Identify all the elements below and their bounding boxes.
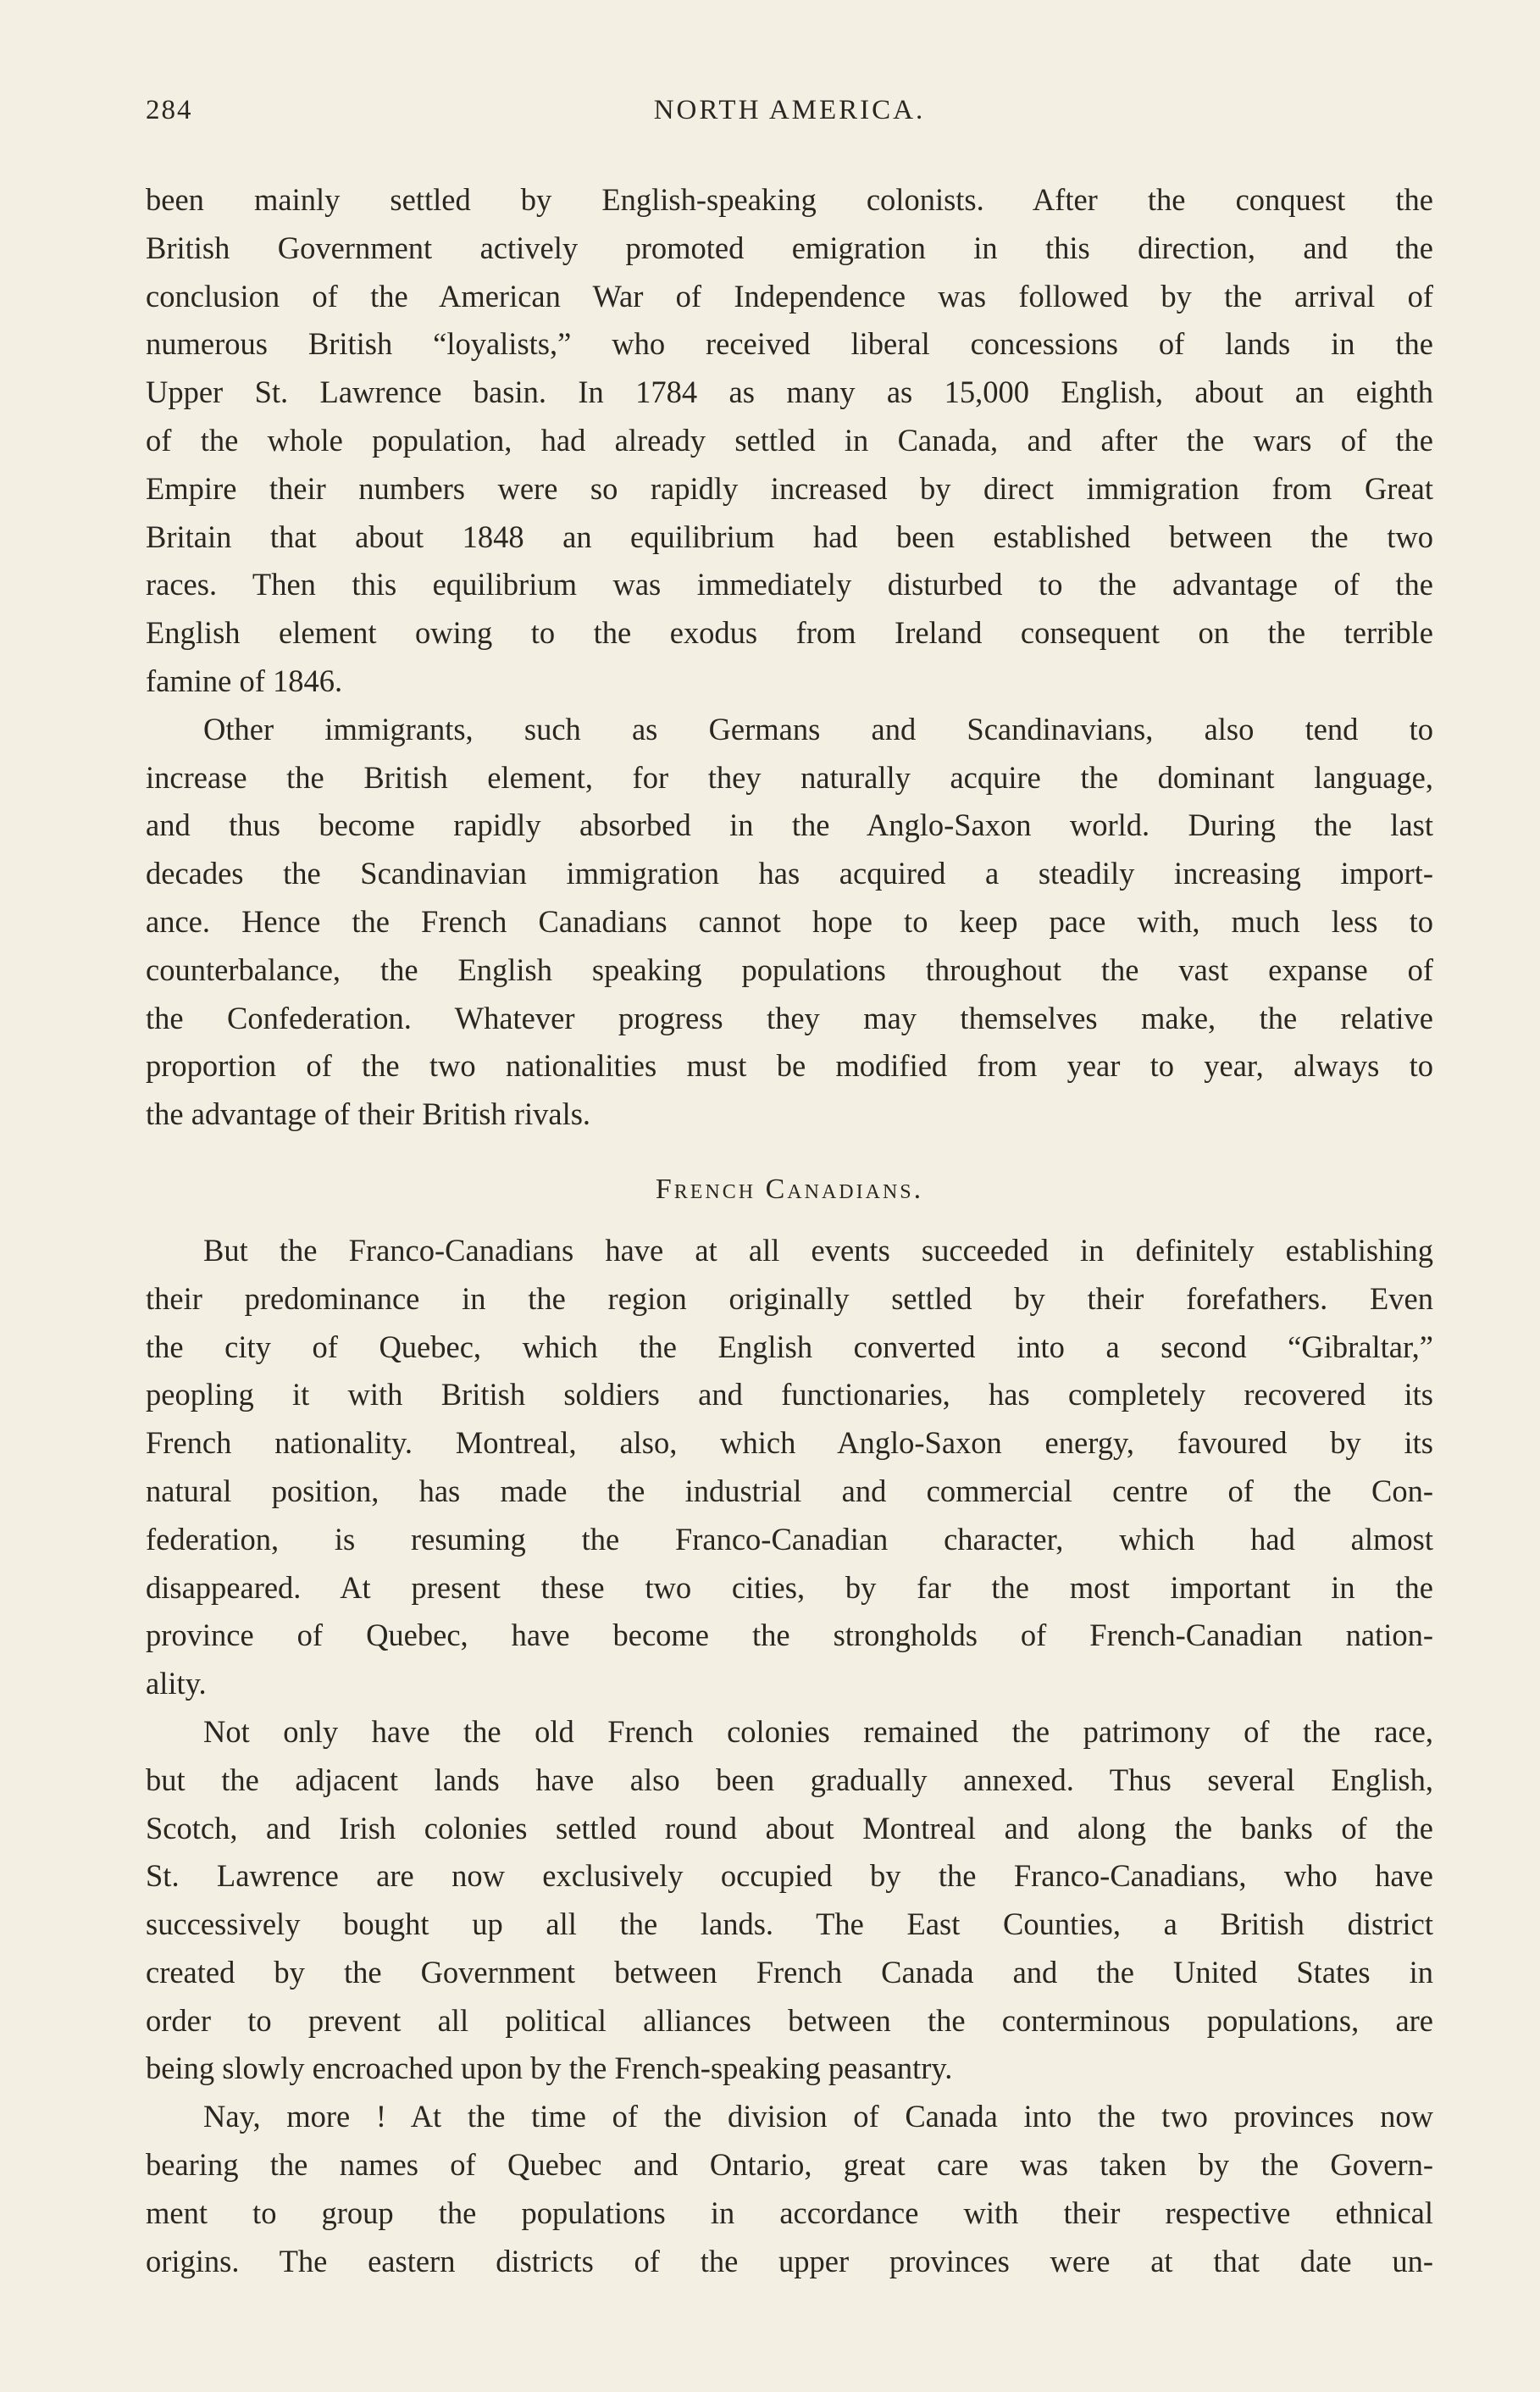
paragraph: [146, 1708, 1433, 2093]
text-line: Upper St. Lawrence basin. In 1784 as many as 15,000 English, about an eighth: [146, 375, 1433, 410]
text-line: increase the British element, for they naturally acquire the dominant language,: [146, 759, 1433, 795]
paragraph: [146, 1227, 1433, 1708]
text-line: Not only have the old French colonies remained the patrimony of the race,: [203, 1713, 1433, 1749]
text-line: been mainly settled by English-speaking colonists. After the conquest the: [146, 182, 1433, 217]
text-line: numerous British “loyalists,” who received liberal concessions of lands in the: [146, 326, 1433, 362]
text-line: Nay, more ! At the time of the division of Canada into the two provinces now: [203, 2099, 1433, 2134]
text-line: decades the Scandinavian immigration has acquired a steadily increasing import-: [146, 856, 1433, 891]
paragraph: [146, 176, 1433, 706]
text-line: But the Franco-Canadians have at all events succeeded in definitely establishing: [203, 1232, 1433, 1268]
text-line: but the adjacent lands have also been gradually annexed. Thus several English,: [146, 1762, 1433, 1797]
text-line: British Government actively promoted emigration in this direction, and the: [146, 230, 1433, 265]
text-line: order to prevent all political alliances between the conterminous populations, are: [146, 2002, 1433, 2038]
paragraph: [146, 706, 1433, 1139]
text-line: conclusion of the American War of Independence was followed by the arrival of: [146, 278, 1433, 314]
text-line: proportion of the two nationalities must be modified from year to year, always to: [146, 1048, 1433, 1084]
running-head: [146, 95, 1433, 137]
text-line: French nationality. Montreal, also, which Anglo-Saxon energy, favoured by its: [146, 1425, 1433, 1461]
text-line: St. Lawrence are now exclusively occupied by the Franco-Canadians, who have: [146, 1858, 1433, 1894]
text-line: counterbalance, the English speaking populations throughout the vast expanse of: [146, 952, 1433, 987]
text-line: Other immigrants, such as Germans and Scandinavians, also tend to: [203, 711, 1433, 746]
text-line: their predominance in the region originally settled by their forefathers. Even: [146, 1280, 1433, 1316]
text-line: successively bought up all the lands. The East Counties, a British district: [146, 1906, 1433, 1942]
text-line: the city of Quebec, which the English converted into a second “Gibraltar,”: [146, 1329, 1433, 1364]
text-line: Scotch, and Irish colonies settled round about Montreal and along the banks of the: [146, 1810, 1433, 1845]
text-line: races. Then this equilibrium was immediately disturbed to the advantage of the: [146, 567, 1433, 602]
text-line: famine of 1846.: [146, 663, 343, 698]
body-text: [146, 176, 1433, 2285]
text-line: created by the Government between French Canada and the United States in: [146, 1954, 1433, 1990]
text-line: and thus become rapidly absorbed in the Anglo-Saxon world. During the last: [146, 808, 1433, 843]
text-line: federation, is resuming the Franco-Canadian character, which had almost: [146, 1521, 1433, 1557]
text-line: peopling it with British soldiers and functionaries, has completely recovered its: [146, 1377, 1433, 1412]
text-line: natural position, has made the industrial and commercial centre of the Con-: [146, 1473, 1433, 1508]
text-line: ance. Hence the French Canadians cannot hope to keep pace with, much less to: [146, 903, 1433, 939]
text-line: Empire their numbers were so rapidly increased by direct immigration from Great: [146, 470, 1433, 506]
text-line: disappeared. At present these two cities, by far the most important in the: [146, 1569, 1433, 1605]
text-line: ment to group the populations in accordance with their respective ethnical: [146, 2195, 1433, 2230]
text-line: being slowly encroached upon by the French-speaking peasantry.: [146, 2051, 953, 2086]
text-line: origins. The eastern districts of the upper provinces were at that date un-: [146, 2243, 1433, 2278]
text-line: the Confederation. Whatever progress they may themselves make, the relative: [146, 1000, 1433, 1035]
text-line: the advantage of their British rivals.: [146, 1096, 591, 1132]
text-line: Britain that about 1848 an equilibrium had been established between the two: [146, 519, 1433, 554]
text-line: English element owing to the exodus from Ireland consequent on the terrible: [146, 615, 1433, 651]
section-heading: French Canadians.: [655, 1173, 924, 1205]
page-number: 284: [146, 95, 193, 125]
text-line: of the whole population, had already settled in Canada, and after the wars of the: [146, 422, 1433, 458]
header-title: NORTH AMERICA.: [653, 95, 926, 125]
text-line: ality.: [146, 1666, 207, 1701]
text-line: bearing the names of Quebec and Ontario, great care was taken by the Govern-: [146, 2147, 1433, 2183]
paragraph: [146, 2093, 1433, 2285]
text-line: province of Quebec, have become the strongholds of French-Canadian nation-: [146, 1618, 1433, 1653]
